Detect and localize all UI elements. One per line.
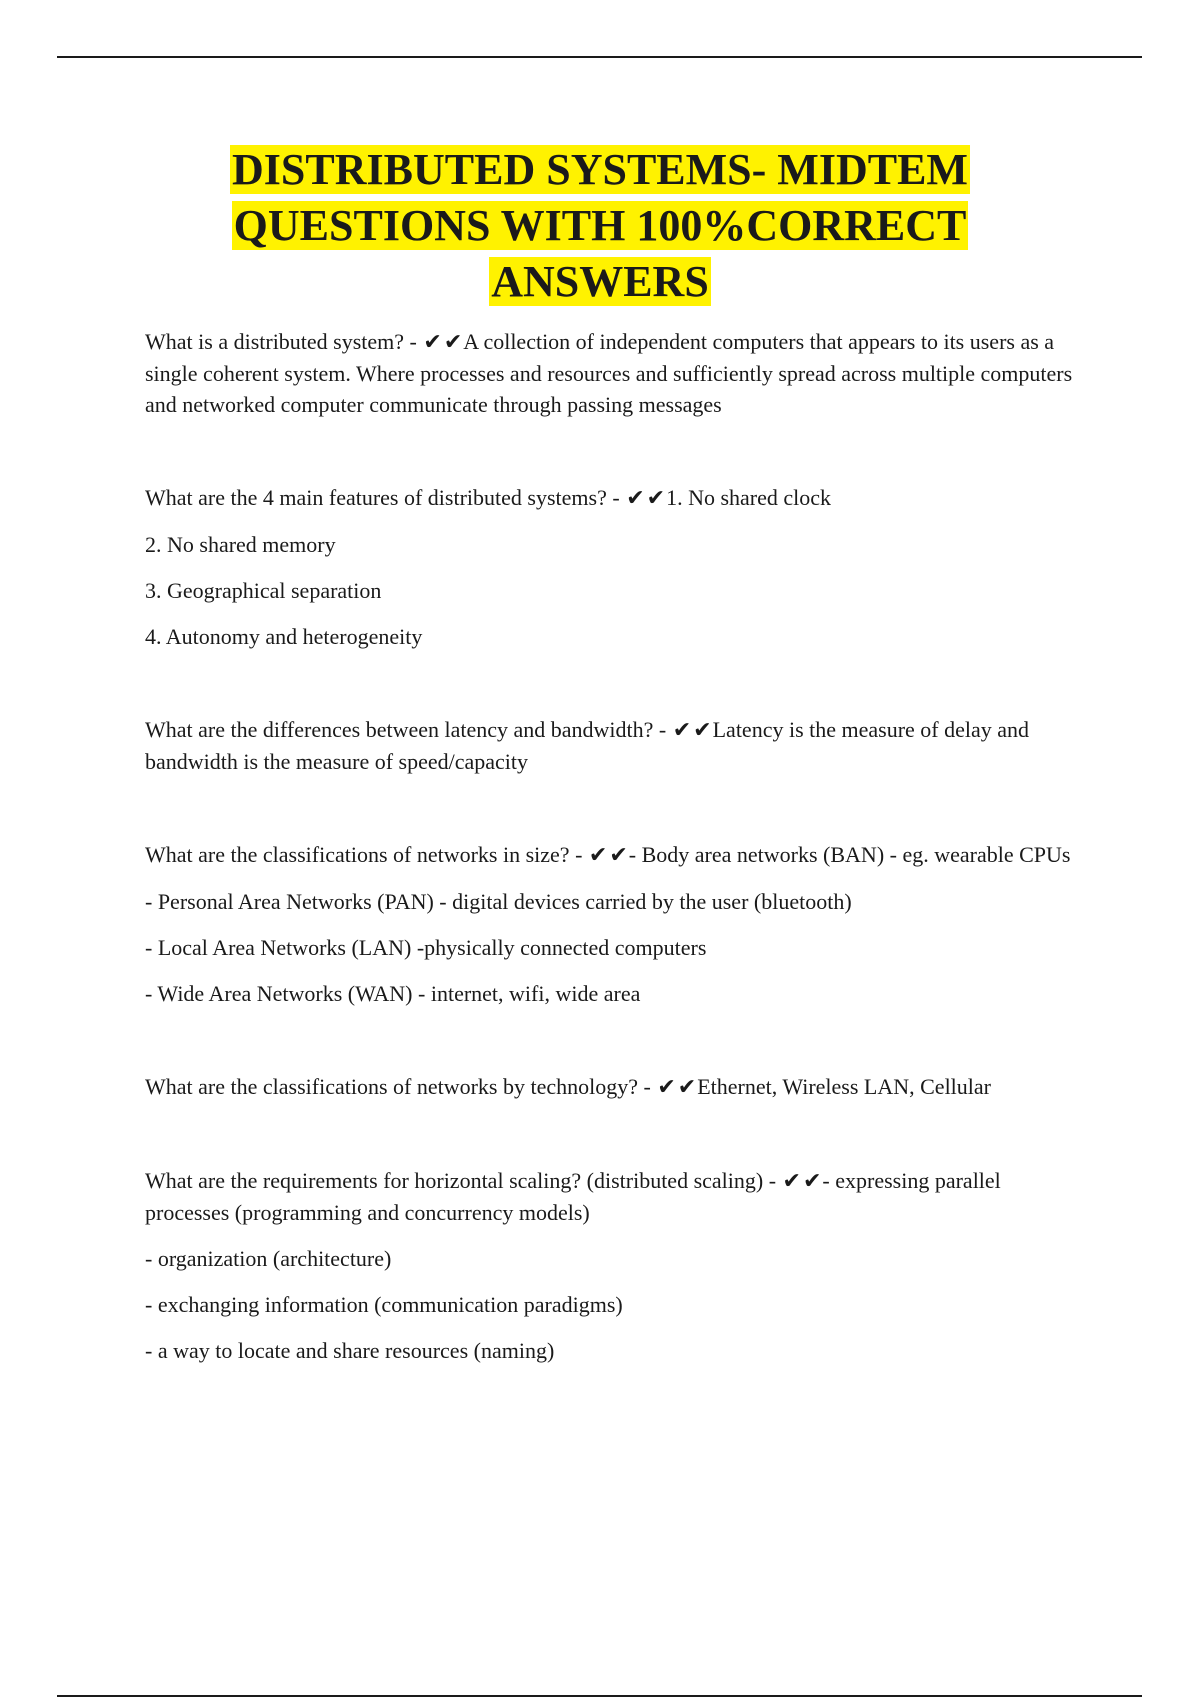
question-text: What is a distributed system? -: [145, 329, 423, 354]
question-text: What are the classifications of networks in size? -: [145, 842, 588, 867]
title-line-1: DISTRIBUTED SYSTEMS- MIDTEM: [232, 145, 968, 194]
check-icon: ✔: [657, 1075, 676, 1100]
qa-list: [145, 326, 1080, 1428]
check-icon: ✔: [646, 486, 666, 511]
check-icon: ✔: [443, 330, 463, 355]
check-icon: ✔: [626, 486, 645, 511]
qa-item: [145, 482, 1080, 652]
question-text: What are the differences between latency and bandwidth? -: [145, 717, 672, 742]
answer-line: - Wide Area Networks (WAN) - internet, wifi, wide area: [145, 981, 641, 1006]
document-title: [0, 142, 1200, 310]
answer-line: 2. No shared memory: [145, 532, 336, 557]
title-line-2: QUESTIONS WITH 100%CORRECT: [233, 201, 967, 250]
qa-first-line: [145, 1165, 1080, 1228]
qa-item: [145, 839, 1080, 1009]
answer-text: Latency is the measure of delay and bandwidth is the measure of speed/capacity: [145, 717, 1030, 774]
qa-first-line: [145, 714, 1080, 777]
qa-first-line: [145, 839, 1080, 871]
question-text: What are the requirements for horizontal scaling? (distributed scaling) -: [145, 1168, 782, 1193]
qa-item: [145, 1071, 1080, 1103]
qa-first-line: [145, 326, 1080, 420]
check-icon: ✔: [693, 718, 712, 743]
header-rule: [57, 56, 1142, 58]
question-text: What are the classifications of networks by technology? -: [145, 1074, 657, 1099]
check-icon: ✔: [672, 718, 692, 743]
answer-text: A collection of independent computers that appears to its users as a single coherent system. Where processes and resources and sufficiently spread across multiple computers and networked computer communicate through passing messages: [145, 329, 1073, 417]
check-icon: ✔: [782, 1169, 801, 1194]
qa-first-line: [145, 1071, 1080, 1103]
check-icon: ✔: [609, 843, 628, 868]
qa-item: [145, 714, 1080, 777]
answer-line: - Local Area Networks (LAN) -physically connected computers: [145, 935, 707, 960]
answer-line: 3. Geographical separation: [145, 578, 382, 603]
title-line-3: ANSWERS: [491, 257, 709, 306]
answer-text: 1. No shared clock: [666, 485, 832, 510]
qa-item: [145, 1165, 1080, 1366]
answer-text: - Body area networks (BAN) - eg. wearable CPUs: [628, 842, 1071, 867]
answer-text: - expressing parallel processes (programming and concurrency models): [145, 1168, 1001, 1225]
check-icon: ✔: [677, 1075, 697, 1100]
check-icon: ✔: [423, 330, 442, 355]
question-text: What are the 4 main features of distributed systems? -: [145, 485, 626, 510]
answer-line: - organization (architecture): [145, 1246, 392, 1271]
answer-line: - Personal Area Networks (PAN) - digital devices carried by the user (bluetooth): [145, 889, 852, 914]
footer-rule: [57, 1695, 1142, 1697]
answer-line: - a way to locate and share resources (naming): [145, 1338, 555, 1363]
check-icon: ✔: [802, 1169, 822, 1194]
answer-line: - exchanging information (communication paradigms): [145, 1292, 623, 1317]
answer-text: Ethernet, Wireless LAN, Cellular: [697, 1074, 991, 1099]
qa-first-line: [145, 482, 1080, 514]
check-icon: ✔: [588, 843, 608, 868]
qa-item: [145, 326, 1080, 420]
answer-line: 4. Autonomy and heterogeneity: [145, 624, 423, 649]
